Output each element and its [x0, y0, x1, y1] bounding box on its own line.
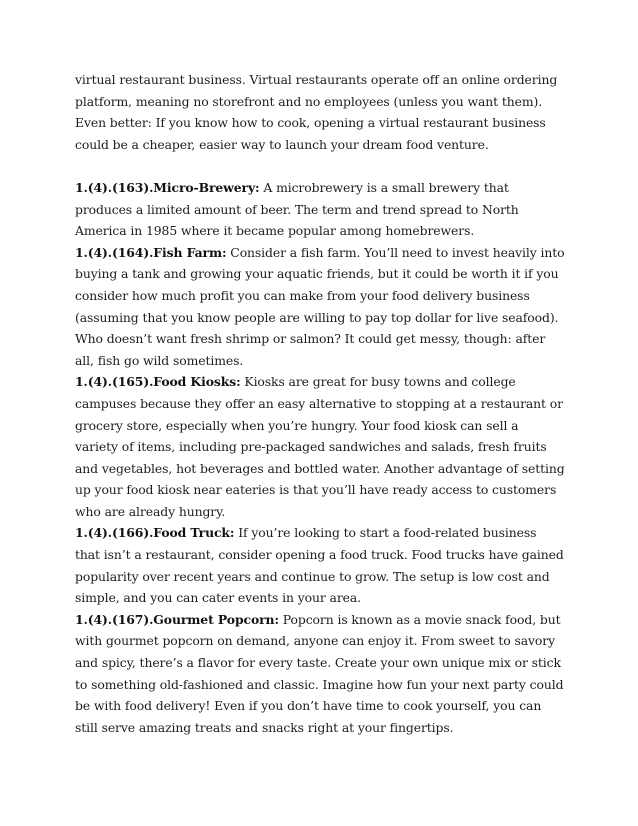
entry-fish-farm — [75, 242, 565, 372]
entry-term: 1.(4).(167).Gourmet Popcorn: — [75, 611, 279, 627]
entry-food-truck — [75, 522, 565, 608]
paragraph-spacer — [75, 155, 565, 177]
entry-term: 1.(4).(164).Fish Farm: — [75, 244, 227, 260]
entry-term: 1.(4).(163).Micro-Brewery: — [75, 179, 260, 195]
entry-text: If you’re looking to start a food-related business that isn’t a restaurant, consider opening a food truck. Food trucks have gained popularity over recent years and continue to grow. The setup is low cost and simple, and you can cater events in your area. — [75, 525, 564, 606]
page-body — [75, 69, 565, 738]
entry-text: Popcorn is known as a movie snack food, but with gourmet popcorn on demand, anyone can enjoy it. From sweet to savory and spicy, there’s a flavor for every taste. Create your own unique mix or stick to something old-fashioned and classic. Imagine how fun your next party could be with food delivery! Even if you don’t have time to cook yourself, you can still serve amazing treats and snacks right at your fingertips. — [75, 611, 564, 735]
entry-micro-brewery — [75, 177, 565, 242]
entry-term: 1.(4).(165).Food Kiosks: — [75, 374, 241, 390]
entry-gourmet-popcorn — [75, 609, 565, 739]
entry-text: Kiosks are great for busy towns and college campuses because they offer an easy alternative to stopping at a restaurant or grocery store, especially when you’re hungry. Your food kiosk can sell a variety of items, including pre-packaged sandwiches and salads, fresh fruits and vegetables, hot beverages and bottled water. Another advantage of setting up your food kiosk near eateries is that you’ll have ready access to customers who are already hungry. — [75, 374, 565, 519]
entry-text: Consider a fish farm. You’ll need to invest heavily into buying a tank and growing your aquatic friends, but it could be worth it if you consider how much profit you can make from your food delivery business (assuming that you know people are willing to pay top dollar for live seafood). Who doesn’t want fresh shrimp or salmon? It could get messy, though: after all, fish go wild sometimes. — [75, 244, 565, 368]
entry-term: 1.(4).(166).Food Truck: — [75, 525, 235, 541]
entry-food-kiosks — [75, 371, 565, 522]
intro-paragraph: virtual restaurant business. Virtual restaurants operate off an online ordering platform, meaning no storefront and no employees (unless you want them). Even better: If you know how to cook, opening a virtual restaurant business could be a cheaper, easier way to launch your dream food venture. — [75, 72, 558, 152]
entry-text: A microbrewery is a small brewery that produces a limited amount of beer. The term and trend spread to North America in 1985 where it became popular among homebrewers. — [75, 179, 519, 239]
